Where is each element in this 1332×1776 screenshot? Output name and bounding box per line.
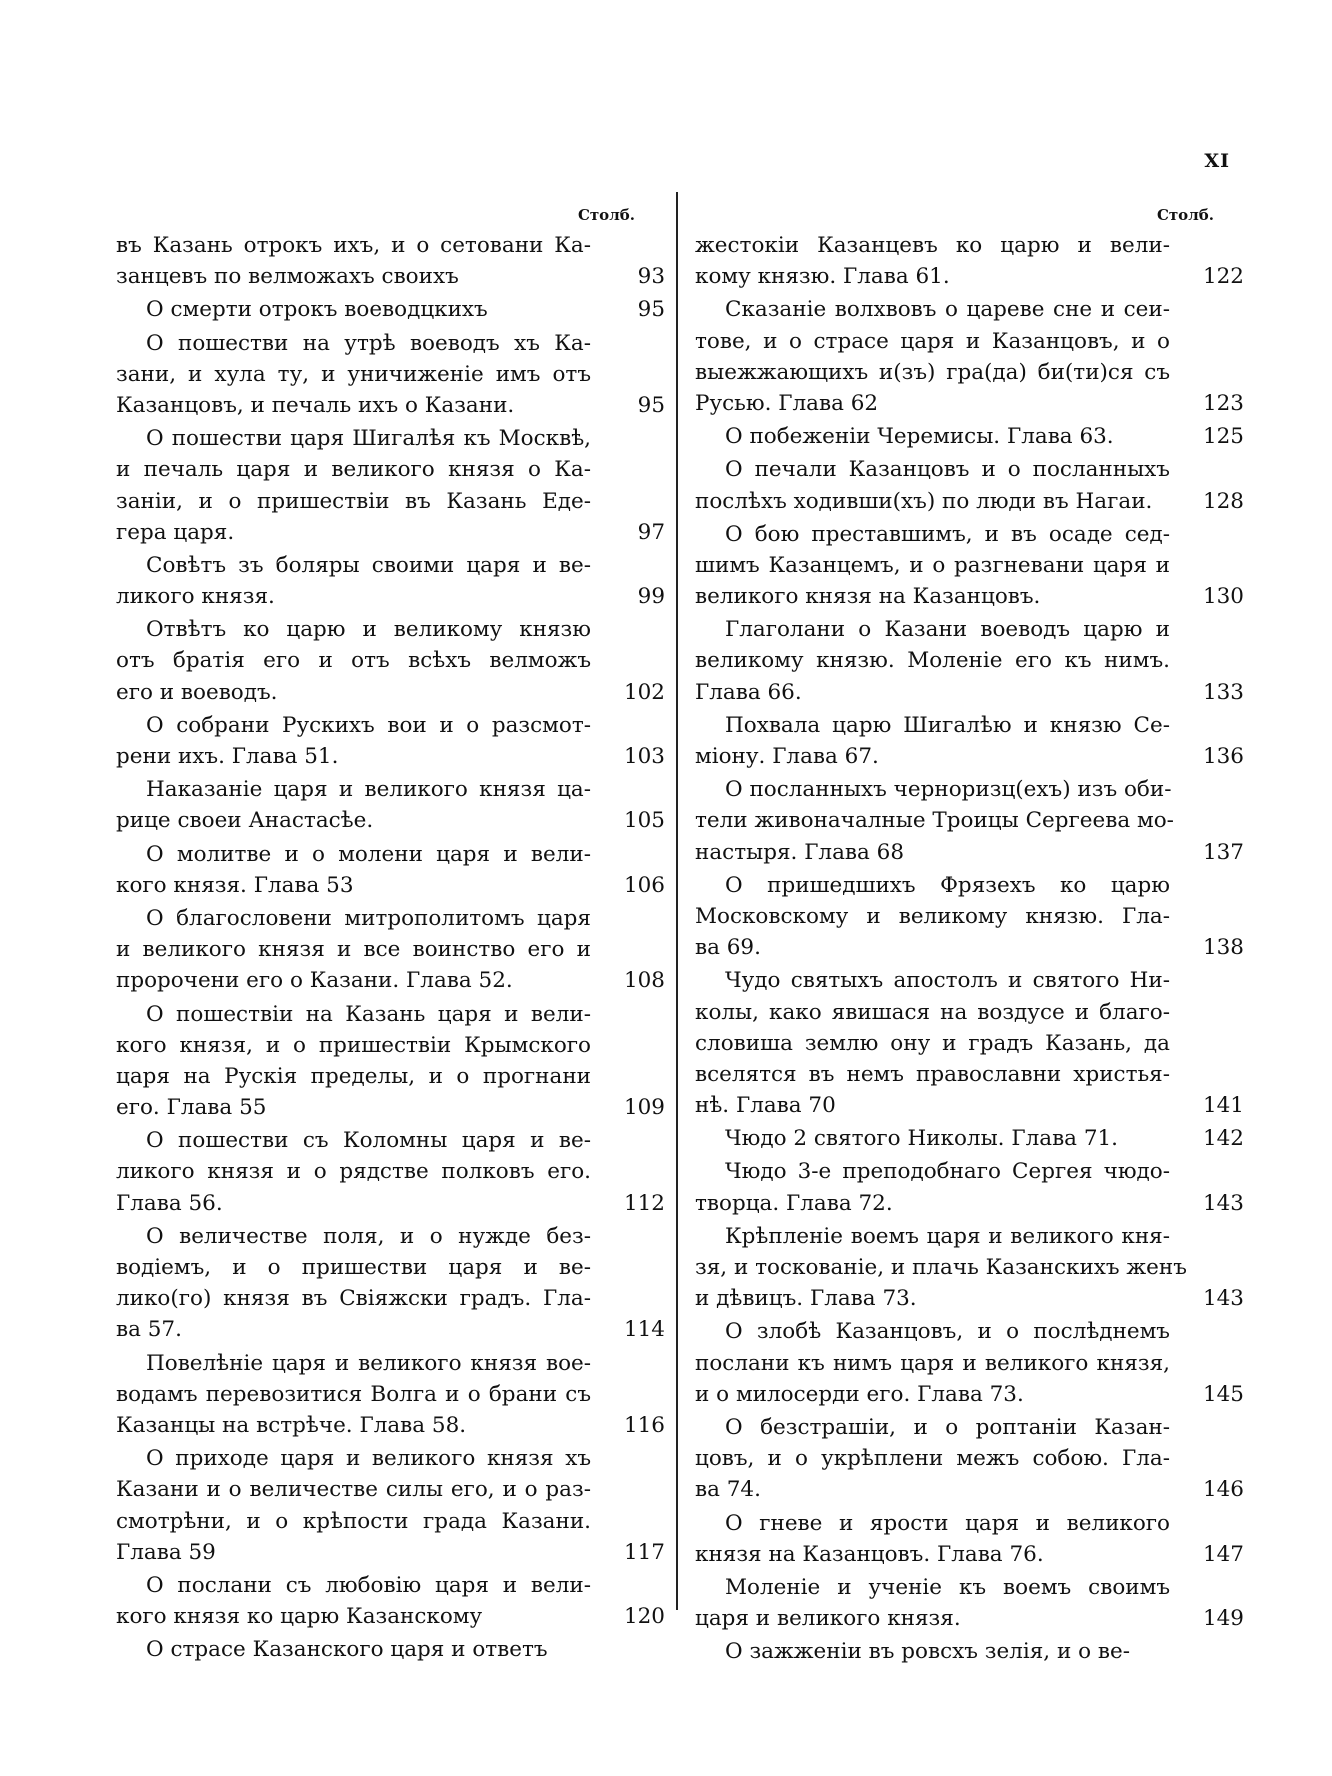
toc-entry-line: рени ихъ. Глава 51. (116, 744, 339, 769)
toc-entry (116, 903, 671, 997)
toc-entry-line: великому князю. Моленіе его къ нимъ. (695, 648, 1170, 674)
toc-entry-line: въ Казань отрокъ ихъ, и о сетовани Ка- (116, 233, 591, 258)
toc-entry-line: О печали Казанцовъ и о посланныхъ (725, 457, 1170, 483)
toc-entry-line: гера царя. (116, 519, 235, 545)
toc-entry-line: Повелѣніе царя и великого князя вое- (146, 1350, 591, 1376)
toc-entry-line: вселятся въ немъ православни христья- (695, 1061, 1170, 1087)
toc-entry-page: 95 (637, 392, 665, 418)
toc-entry (695, 1316, 1250, 1410)
toc-entry-line: царя и великого князя. (695, 1606, 961, 1632)
toc-entry-page: 93 (637, 264, 665, 290)
toc-entry-line: творца. Глава 72. (695, 1190, 893, 1216)
toc-entry-page: 147 (1202, 1541, 1244, 1567)
toc-entry (116, 1125, 671, 1219)
toc-entry (116, 423, 671, 548)
toc-entry (116, 1570, 671, 1632)
toc-entry-line: О пошестви на утрѣ воеводъ хъ Ка- (146, 330, 591, 356)
toc-entry-line: и великого князя и все воинство его и (116, 937, 591, 963)
toc-entry-line: О побеженіи Черемисы. Глава 63. (725, 424, 1114, 450)
column-divider (676, 192, 678, 1610)
column-header: Столб. (577, 206, 635, 224)
toc-entry-page: 97 (637, 519, 665, 545)
toc-entry-page: 102 (623, 679, 665, 705)
toc-entry (695, 454, 1250, 516)
toc-entry (116, 1443, 671, 1568)
toc-entry-line: послани къ нимъ царя и великого князя, (695, 1350, 1170, 1376)
toc-entry-line: О собрани Рускихъ вои и о разсмот- (146, 712, 591, 738)
toc-entry-page: 108 (623, 968, 665, 994)
toc-entry-page: 141 (1202, 1093, 1244, 1119)
toc-entry-line: О пришедшихъ Фрязехъ ко царю (725, 872, 1170, 898)
right-column (695, 200, 1250, 1669)
toc-entry-line: колы, како явишася на воздусе и благо- (695, 999, 1170, 1025)
toc-entry-line: О пошествіи на Казань царя и вели- (146, 1001, 591, 1027)
toc-entry-line: царя на Рускія пределы, и о прогнани (116, 1063, 591, 1089)
left-column (116, 200, 671, 1667)
toc-entry-line: О страсе Казанского царя и ответъ (146, 1637, 548, 1663)
toc-entry-line: кого князя, и о пришествіи Крымского (116, 1032, 591, 1058)
toc-entry-line: выежжающихъ и(зъ) гра(да) би(ти)ся съ (695, 359, 1170, 385)
toc-entry (116, 774, 671, 836)
toc-entry-line: послѣхъ ходивши(хъ) по люди въ Нагаи. (695, 488, 1153, 514)
toc-entry-line: кого князя. Глава 53 (116, 872, 354, 898)
toc-entry-line: О гневе и ярости царя и великого (725, 1510, 1170, 1536)
toc-entry-line: настыря. Глава 68 (695, 839, 905, 865)
toc-entry (116, 328, 671, 422)
toc-entry-line: Казанцы на встрѣче. Глава 58. (116, 1412, 467, 1438)
toc-entry-line: водіемъ, и о пришестви царя и ве- (116, 1255, 591, 1280)
toc-entry (116, 839, 671, 901)
toc-entry-line: Казани и о величестве силы его, и о раз- (116, 1477, 591, 1503)
toc-entry-line: и печаль царя и великого князя о Ка- (116, 457, 591, 483)
toc-entry-line: Чюдо 2 святого Николы. Глава 71. (725, 1126, 1119, 1152)
toc-entry-line: О зажженіи въ ровсхъ зелія, и о ве- (725, 1639, 1131, 1665)
toc-entry-page: 122 (1202, 264, 1244, 290)
toc-entry (695, 1412, 1250, 1506)
toc-entry-page: 123 (1202, 390, 1244, 416)
toc-entry-line: словиша землю ону и градъ Казань, да (695, 1030, 1170, 1056)
toc-entry-page: 138 (1202, 935, 1244, 961)
toc-entry-line: Совѣтъ зъ боляры своими царя и ве- (146, 552, 591, 578)
toc-entry-line: Отвѣтъ ко царю и великому князю (146, 617, 591, 643)
toc-entry-line: и дѣвицъ. Глава 73. (695, 1286, 917, 1312)
toc-entry-page: 149 (1202, 1606, 1244, 1632)
toc-entry-line: О молитве и о молени царя и вели- (146, 841, 591, 867)
toc-entry-page: 106 (623, 872, 665, 898)
toc-entry-line: тели живоначалные Троицы Сергеева мо- (695, 808, 1174, 834)
toc-entry-line: Чюдо 3-е преподобнаго Сергея чюдо- (725, 1159, 1170, 1185)
toc-entry (695, 1636, 1250, 1667)
toc-entry-line: О пошестви царя Шигалѣя къ Москвѣ, (146, 426, 591, 452)
toc-entry-line: Крѣпленіе воемъ царя и великого кня- (725, 1223, 1170, 1249)
toc-entry (695, 230, 1250, 292)
toc-entry-page (595, 1634, 665, 1665)
toc-entry (116, 1634, 671, 1665)
toc-entry-line: лико(го) князя въ Свіяжски градъ. Гла- (116, 1286, 591, 1312)
toc-entry (695, 614, 1250, 708)
toc-entry-line: Наказаніе царя и великого князя ца- (146, 777, 591, 803)
toc-entry-line: Глава 66. (695, 679, 802, 705)
toc-entry (695, 519, 1250, 613)
toc-entry (695, 1508, 1250, 1570)
toc-entry-line: міону. Глава 67. (695, 744, 879, 769)
toc-entry-line: О безстрашіи, и о роптаніи Казан- (725, 1414, 1170, 1440)
toc-entry-page: 125 (1202, 424, 1244, 450)
toc-entry (116, 614, 671, 708)
toc-entry (695, 1572, 1250, 1634)
toc-entry-page: 130 (1202, 584, 1244, 610)
toc-entry (116, 1348, 671, 1442)
toc-entry-page: 112 (623, 1190, 665, 1216)
column-header: Столб. (1156, 206, 1214, 224)
toc-entry (695, 1156, 1250, 1218)
toc-entry (695, 421, 1250, 452)
toc-entry (116, 999, 671, 1124)
toc-entry-line: О посланныхъ черноризц(ехъ) изъ оби- (725, 777, 1172, 803)
toc-entry-page: 133 (1202, 679, 1244, 705)
toc-entry-line: цовъ, и о укрѣплени межъ собою. Гла- (695, 1446, 1170, 1472)
toc-entry-line: ликого князя и о рядстве полковъ его. (116, 1159, 591, 1185)
toc-entry (116, 1221, 671, 1346)
toc-entry-line: О величестве поля, и о нужде без- (146, 1223, 591, 1249)
toc-entry (695, 870, 1250, 964)
toc-entry-line: Моленіе и ученіе къ воемъ своимъ (725, 1574, 1170, 1600)
toc-entry (695, 1221, 1250, 1315)
toc-entry-line: князя на Казанцовъ. Глава 76. (695, 1541, 1044, 1567)
toc-entry (695, 774, 1250, 868)
toc-entry-line: О пошестви съ Коломны царя и ве- (146, 1128, 591, 1154)
toc-entry-page: 103 (623, 744, 665, 769)
toc-entry-line: ва 74. (695, 1477, 761, 1503)
toc-entry-line: жестокіи Казанцевъ ко царю и вели- (695, 233, 1170, 258)
toc-entry-line: нѣ. Глава 70 (695, 1093, 836, 1119)
toc-entry-line: О бою преставшимъ, и въ осаде сед- (725, 521, 1170, 547)
toc-entry-page: 117 (623, 1539, 665, 1565)
page-number: XI (1204, 150, 1230, 172)
toc-entry (695, 294, 1250, 419)
toc-entry (116, 294, 671, 325)
toc-entry-page: 143 (1202, 1286, 1244, 1312)
toc-entry-line: О послани съ любовію царя и вели- (146, 1572, 591, 1598)
toc-entry-line: зани, и хула ту, и уничиженіе имъ отъ (116, 361, 591, 387)
toc-entry (116, 550, 671, 612)
toc-entry-line: пророчени его о Казани. Глава 52. (116, 968, 513, 994)
toc-entry-page (1174, 1636, 1244, 1667)
toc-entry-line: смотрѣни, и о крѣпости града Казани. (116, 1508, 591, 1534)
toc-entry-line: рице своеи Анастасѣе. (116, 808, 374, 834)
toc-entry-line: Глава 56. (116, 1190, 223, 1216)
toc-entry-page: 109 (623, 1095, 665, 1121)
toc-entry-line: кому князю. Глава 61. (695, 264, 950, 290)
toc-entry-line: заніи, и о пришествіи въ Казань Едe- (116, 488, 591, 514)
toc-entry (116, 710, 671, 772)
toc-entry-page: 99 (637, 584, 665, 610)
toc-entry-line: великого князя на Казанцовъ. (695, 584, 1041, 610)
toc-entry (116, 230, 671, 292)
toc-entry-page: 143 (1202, 1190, 1244, 1216)
toc-entry-line: О приходе царя и великого князя хъ (146, 1446, 591, 1472)
toc-entry-line: ва 69. (695, 935, 761, 961)
toc-entry-line: Русью. Глава 62 (695, 390, 879, 416)
toc-entry-line: Чудо святыхъ апостолъ и святого Ни- (725, 968, 1170, 994)
toc-entry-page: 116 (623, 1412, 665, 1438)
toc-entry-line: ва 57. (116, 1317, 182, 1343)
toc-entry-page: 137 (1202, 839, 1244, 865)
toc-entry-line: Похвала царю Шигалѣю и князю Се- (725, 712, 1170, 738)
toc-entry-page: 128 (1202, 488, 1244, 514)
toc-entry-line: водамъ перевозитися Волга и о брани съ (116, 1381, 591, 1407)
toc-entry-line: О благословени митрополитомъ царя (146, 905, 591, 931)
toc-entry-line: кого князя ко царю Казанскому (116, 1604, 483, 1630)
toc-entry (695, 1123, 1250, 1154)
toc-entry-page: 146 (1202, 1477, 1244, 1503)
toc-entry-line: ликого князя. (116, 584, 275, 610)
toc-entry-line: Московскому и великому князю. Гла- (695, 903, 1170, 929)
toc-entry-line: шимъ Казанцемъ, и о разгневани царя и (695, 552, 1170, 578)
toc-entry-page: 142 (1202, 1126, 1244, 1152)
toc-entry-line: его и воеводъ. (116, 679, 278, 705)
toc-entry-line: О злобѣ Казанцовъ, и о послѣднемъ (725, 1319, 1170, 1345)
toc-entry-page: 114 (623, 1317, 665, 1343)
toc-entry-page: 120 (623, 1604, 665, 1630)
toc-entry (695, 710, 1250, 772)
toc-entry-line: зя, и тоскованіе, и плачь Казанскихъ женъ (695, 1255, 1187, 1280)
toc-entry-page: 95 (637, 297, 665, 323)
toc-entry-line: тове, и о страсе царя и Казанцовъ, и о (695, 328, 1170, 354)
toc-entry-line: Казанцовъ, и печаль ихъ о Казани. (116, 392, 515, 418)
toc-entry-line: Глава 59 (116, 1539, 216, 1565)
toc-entry-page: 136 (1202, 744, 1244, 769)
toc-entry-line: Глаголани о Казани воеводъ царю и (725, 617, 1170, 643)
toc-entry-line: О смерти отрокъ воеводцкихъ (146, 297, 488, 323)
toc-entry-line: его. Глава 55 (116, 1095, 267, 1121)
toc-entry-line: Сказаніе волхвовъ о цареве сне и сеи- (725, 297, 1170, 323)
toc-entry-line: и о милосерди его. Глава 73. (695, 1381, 1024, 1407)
toc-entry-page: 105 (623, 808, 665, 834)
toc-entry-page: 145 (1202, 1381, 1244, 1407)
toc-entry-line: занцевъ по велможахъ своихъ (116, 264, 459, 290)
toc-entry-line: отъ братія его и отъ всѣхъ велможъ (116, 648, 591, 674)
toc-entry (695, 965, 1250, 1121)
